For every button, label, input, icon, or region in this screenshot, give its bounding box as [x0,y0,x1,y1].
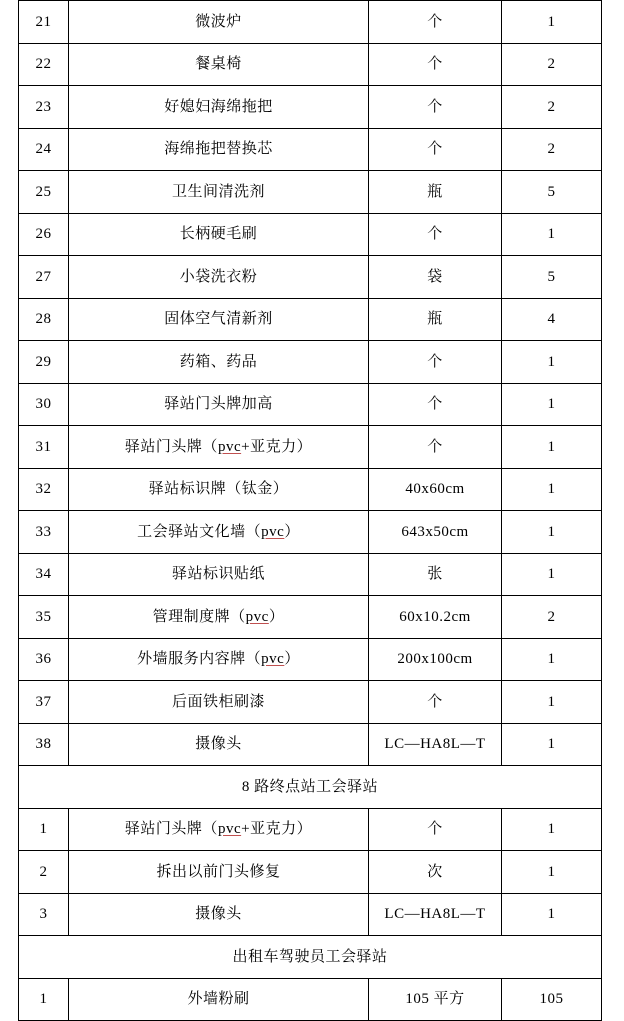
cell-no: 37 [19,681,69,724]
cell-no: 22 [19,43,69,86]
cell-unit: 次 [369,851,502,894]
cell-no: 31 [19,426,69,469]
cell-qty: 1 [502,383,602,426]
table-row [19,468,602,511]
cell-unit: 40x60cm [369,468,502,511]
cell-unit: 105 平方 [369,978,502,1021]
cell-qty: 5 [502,256,602,299]
cell-qty: 1 [502,808,602,851]
table-row [19,171,602,214]
cell-name: 长柄硬毛刷 [69,213,369,256]
cell-name: 摄像头 [69,893,369,936]
cell-unit: 643x50cm [369,511,502,554]
cell-name: 好媳妇海绵拖把 [69,86,369,129]
table-row [19,638,602,681]
cell-qty: 1 [502,723,602,766]
cell-name: 管理制度牌（pvc） [69,596,369,639]
cell-qty: 1 [502,851,602,894]
cell-unit: 个 [369,681,502,724]
inventory-table [18,0,602,1021]
table-row [19,213,602,256]
section-row [19,936,602,979]
table-row [19,298,602,341]
cell-no: 23 [19,86,69,129]
table-row [19,86,602,129]
cell-no: 28 [19,298,69,341]
cell-unit: 200x100cm [369,638,502,681]
cell-unit: 60x10.2cm [369,596,502,639]
cell-name: 工会驿站文化墙（pvc） [69,511,369,554]
cell-name: 药箱、药品 [69,341,369,384]
cell-name: 卫生间清洗剂 [69,171,369,214]
cell-no: 35 [19,596,69,639]
cell-name: 驿站门头牌加高 [69,383,369,426]
cell-unit: 个 [369,383,502,426]
cell-qty: 2 [502,86,602,129]
cell-name: 微波炉 [69,1,369,44]
section-row [19,766,602,809]
cell-name: 小袋洗衣粉 [69,256,369,299]
table-row [19,341,602,384]
cell-name: 海绵拖把替换芯 [69,128,369,171]
table-row [19,256,602,299]
cell-qty: 1 [502,681,602,724]
cell-qty: 1 [502,213,602,256]
cell-unit: LC—HA8L—T [369,723,502,766]
table-row [19,128,602,171]
cell-no: 2 [19,851,69,894]
cell-no: 33 [19,511,69,554]
cell-no: 32 [19,468,69,511]
table-row [19,383,602,426]
section-title: 8 路终点站工会驿站 [19,766,602,809]
cell-name: 摄像头 [69,723,369,766]
table-row [19,43,602,86]
cell-no: 36 [19,638,69,681]
cell-qty: 1 [502,1,602,44]
cell-name: 固体空气清新剂 [69,298,369,341]
cell-unit: 个 [369,808,502,851]
cell-unit: 瓶 [369,298,502,341]
cell-unit: 张 [369,553,502,596]
cell-name: 拆出以前门头修复 [69,851,369,894]
cell-unit: 瓶 [369,171,502,214]
cell-name: 外墙服务内容牌（pvc） [69,638,369,681]
cell-qty: 1 [502,341,602,384]
cell-qty: 105 [502,978,602,1021]
table-row [19,553,602,596]
cell-name: 驿站标识牌（钛金） [69,468,369,511]
table-body [19,1,602,1021]
cell-name: 驿站门头牌（pvc+亚克力） [69,808,369,851]
cell-unit: 个 [369,86,502,129]
table-row [19,1,602,44]
table-row [19,511,602,554]
cell-qty: 4 [502,298,602,341]
table-row [19,808,602,851]
cell-no: 26 [19,213,69,256]
cell-no: 30 [19,383,69,426]
cell-unit: 个 [369,426,502,469]
cell-no: 1 [19,978,69,1021]
cell-no: 24 [19,128,69,171]
cell-qty: 1 [502,638,602,681]
cell-unit: 个 [369,1,502,44]
cell-no: 3 [19,893,69,936]
cell-no: 34 [19,553,69,596]
cell-name: 驿站门头牌（pvc+亚克力） [69,426,369,469]
cell-name: 餐桌椅 [69,43,369,86]
cell-unit: LC—HA8L—T [369,893,502,936]
cell-no: 1 [19,808,69,851]
table-row [19,426,602,469]
cell-qty: 2 [502,596,602,639]
cell-qty: 5 [502,171,602,214]
cell-no: 25 [19,171,69,214]
cell-no: 27 [19,256,69,299]
cell-qty: 1 [502,553,602,596]
cell-qty: 2 [502,43,602,86]
cell-no: 21 [19,1,69,44]
table-row [19,596,602,639]
cell-qty: 2 [502,128,602,171]
cell-qty: 1 [502,893,602,936]
cell-unit: 个 [369,213,502,256]
cell-unit: 个 [369,341,502,384]
cell-no: 38 [19,723,69,766]
cell-unit: 个 [369,43,502,86]
cell-qty: 1 [502,426,602,469]
cell-name: 驿站标识贴纸 [69,553,369,596]
table-row [19,978,602,1021]
cell-qty: 1 [502,468,602,511]
section-title: 出租车驾驶员工会驿站 [19,936,602,979]
cell-no: 29 [19,341,69,384]
cell-unit: 个 [369,128,502,171]
table-row [19,723,602,766]
cell-name: 外墙粉刷 [69,978,369,1021]
table-row [19,851,602,894]
cell-unit: 袋 [369,256,502,299]
table-row [19,893,602,936]
cell-qty: 1 [502,511,602,554]
table-row [19,681,602,724]
cell-name: 后面铁柜刷漆 [69,681,369,724]
